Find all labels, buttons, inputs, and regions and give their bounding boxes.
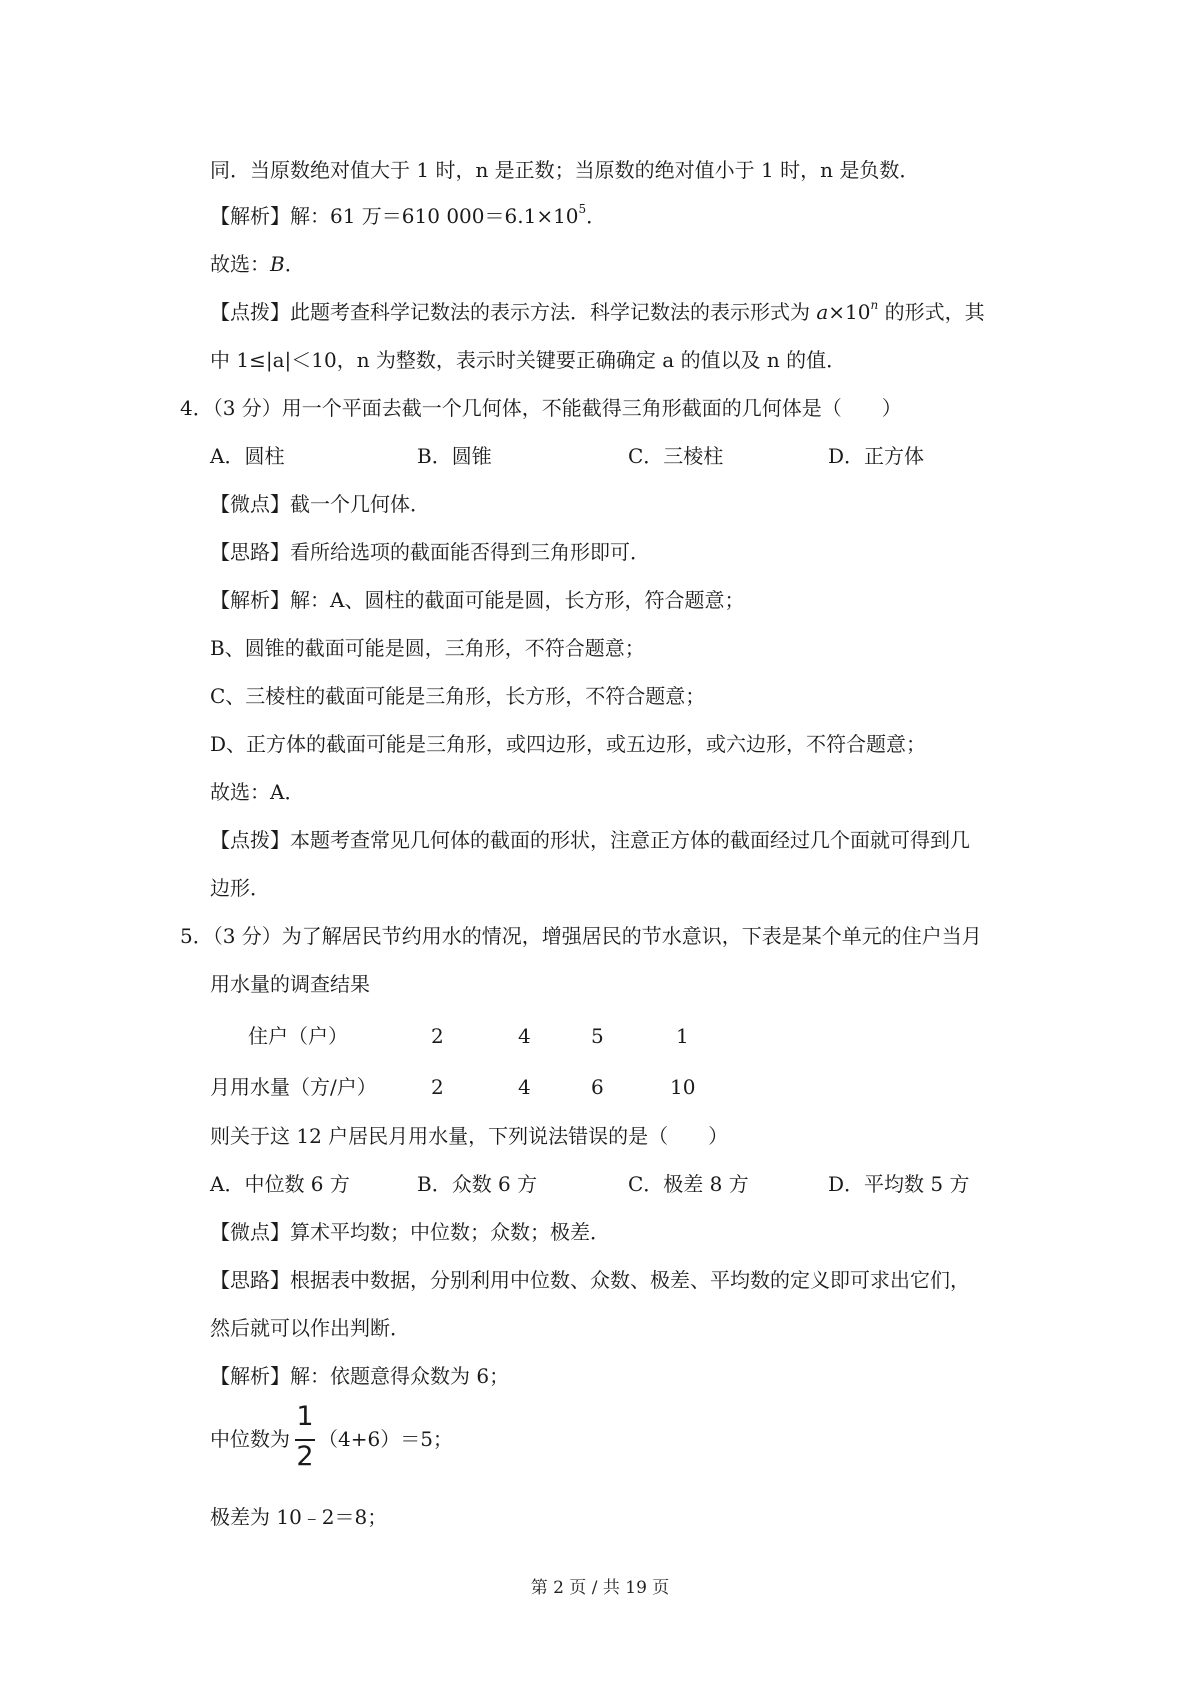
text-line [210, 249, 305, 279]
text-span: ． [284, 252, 305, 276]
text-line [210, 201, 606, 231]
text-line: 【思路】看所给选项的截面能否得到三角形即可． [210, 540, 650, 564]
math-var: a [816, 300, 829, 324]
text-line: （4+6）＝5； [318, 1427, 453, 1451]
table-row-label: 月用水量（方/户） [210, 1075, 377, 1099]
text-line: 【解析】解：依题意得众数为 6； [210, 1364, 510, 1388]
answer-letter: B [270, 252, 285, 276]
fraction-numerator: 1 [296, 1401, 314, 1432]
text-line: 【点拨】本题考查常见几何体的截面的形状，注意正方体的截面经过几个面就可得到几 [210, 828, 970, 852]
table-cell: 6 [591, 1075, 604, 1099]
text-span: ． [586, 204, 607, 228]
option-d: D．平均数 5 方 [828, 1172, 970, 1196]
option-b: B．圆锥 [417, 444, 492, 468]
text-span: 的形式，其 [878, 300, 985, 324]
text-line: 用水量的调查结果 [210, 972, 370, 996]
text-line [210, 297, 985, 327]
text-line: 【思路】根据表中数据，分别利用中位数、众数、极差、平均数的定义即可求出它们， [210, 1268, 970, 1292]
text-line: 【解析】解：A、圆柱的截面可能是圆，长方形，符合题意； [210, 588, 745, 612]
option-b: B．众数 6 方 [417, 1172, 538, 1196]
table-cell: 10 [670, 1075, 696, 1099]
text-line: 【微点】截一个几何体． [210, 492, 430, 516]
option-a: A．圆柱 [210, 444, 285, 468]
table-row-label: 住户（户） [248, 1024, 348, 1048]
option-a: A．中位数 6 方 [210, 1172, 350, 1196]
table-cell: 5 [591, 1024, 604, 1048]
table-cell: 2 [431, 1024, 444, 1048]
page-footer: 第 2 页 / 共 19 页 [530, 1578, 670, 1598]
table-cell: 4 [518, 1075, 531, 1099]
option-d: D．正方体 [828, 444, 925, 468]
text-span: 【点拨】此题考查科学记数法的表示方法．科学记数法的表示形式为 [210, 300, 817, 324]
text-line: D、正方体的截面可能是三角形，或四边形，或五边形，或六边形，不符合题意； [210, 732, 927, 756]
text-line: 然后就可以作出判断． [210, 1316, 410, 1340]
text-line: 中 1≤|a|＜10，n 为整数，表示时关键要正确确定 a 的值以及 n 的值． [210, 348, 847, 372]
text-line: 故选：A． [210, 780, 305, 804]
text-line: B、圆锥的截面可能是圆，三角形，不符合题意； [210, 636, 645, 660]
text-span: 故选： [210, 252, 270, 276]
text-span: 【解析】解：61 万＝610 000＝6.1×10 [210, 204, 579, 228]
text-line: 中位数为 [210, 1427, 290, 1451]
option-row [210, 441, 970, 471]
table-cell: 1 [676, 1024, 689, 1048]
text-line: 则关于这 12 户居民月用水量，下列说法错误的是（ ） [210, 1124, 729, 1148]
text-line: 边形． [210, 876, 270, 900]
superscript: n [870, 298, 879, 313]
table-cell: 4 [518, 1024, 531, 1048]
question-stem: 4．（3 分）用一个平面去截一个几何体，不能截得三角形截面的几何体是（ ） [180, 396, 902, 420]
text-span: ×10 [828, 300, 871, 324]
superscript: 5 [578, 202, 587, 217]
text-line: C、三棱柱的截面可能是三角形，长方形，不符合题意； [210, 684, 706, 708]
option-row [210, 1169, 970, 1199]
text-line: 同．当原数绝对值大于 1 时，n 是正数；当原数的绝对值小于 1 时，n 是负数． [210, 158, 920, 182]
text-line: 【微点】算术平均数；中位数；众数；极差． [210, 1220, 610, 1244]
question-stem: 5．（3 分）为了解居民节约用水的情况，增强居民的节水意识，下表是某个单元的住户当月 [180, 924, 982, 948]
table-cell: 2 [431, 1075, 444, 1099]
text-line: 极差为 10﹣2＝8； [210, 1505, 388, 1529]
option-c: C．三棱柱 [628, 444, 724, 468]
option-c: C．极差 8 方 [628, 1172, 749, 1196]
fraction-denominator: 2 [296, 1441, 314, 1472]
